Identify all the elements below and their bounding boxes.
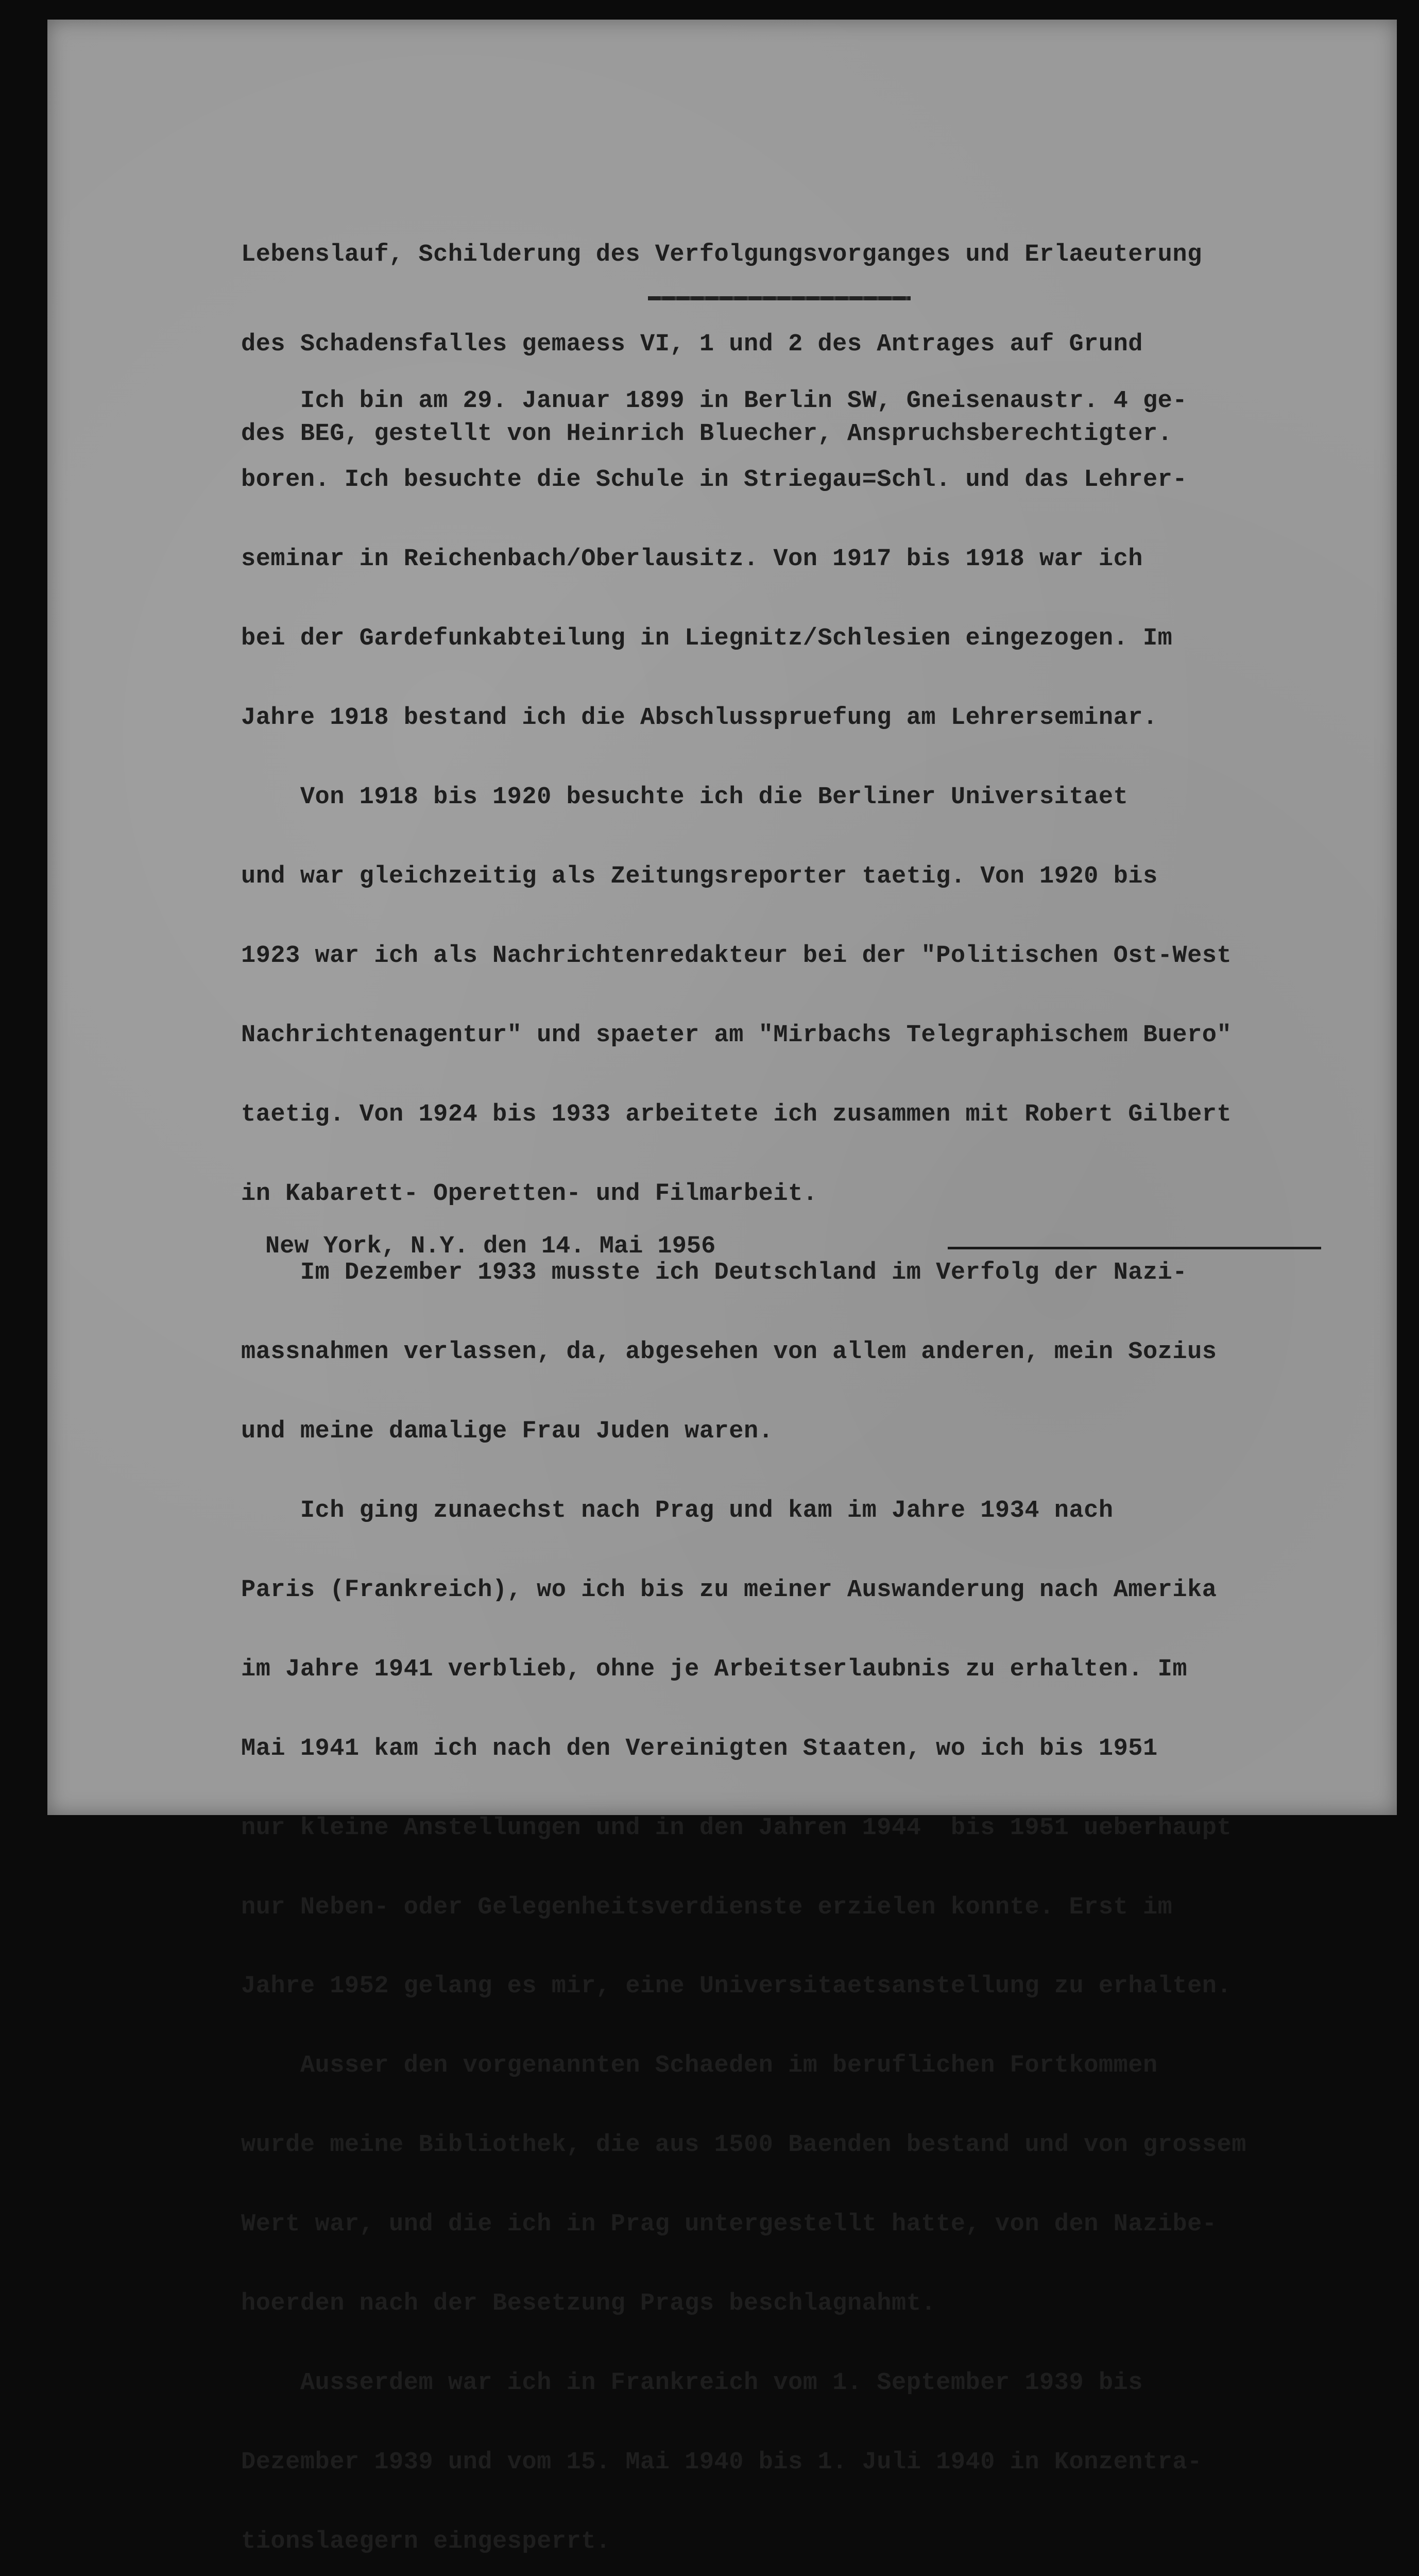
heading-line: des BEG, gestellt von Heinrich Bluecher, Anspruchsberechtigter. bbox=[241, 420, 1173, 448]
body-line: nur Neben- oder Gelegenheitsverdienste erzielen konnte. Erst im bbox=[241, 1893, 1173, 1921]
body-line: boren. Ich besuchte die Schule in Striegau=Schl. und das Lehrer- bbox=[241, 466, 1188, 494]
body-line: Im Dezember 1933 musste ich Deutschland im Verfolg der Nazi- bbox=[241, 1259, 1188, 1287]
body-line: bei der Gardefunkabteilung in Liegnitz/Schlesien eingezogen. Im bbox=[241, 625, 1173, 653]
body-line: Ausser den vorgenannten Schaeden im beruflichen Fortkommen bbox=[241, 2052, 1158, 2080]
body-line: nur kleine Anstellungen und in den Jahren 1944 bis 1951 ueberhaupt bbox=[241, 1814, 1232, 1842]
heading-divider bbox=[648, 296, 911, 300]
body-line: Mai 1941 kam ich nach den Vereinigten Staaten, wo ich bis 1951 bbox=[241, 1735, 1158, 1762]
body-line: Ausserdem war ich in Frankreich vom 1. September 1939 bis bbox=[241, 2369, 1143, 2397]
body-line: und war gleichzeitig als Zeitungsreporter taetig. Von 1920 bis bbox=[241, 862, 1158, 890]
heading-line: des Schadensfalles gemaess VI, 1 und 2 des Antrages auf Grund bbox=[241, 331, 1143, 358]
signature-line bbox=[948, 1247, 1321, 1249]
body-line: Jahre 1952 gelang es mir, eine Universitaetsanstellung zu erhalten. bbox=[241, 1973, 1232, 2001]
body-line: tionslaegern eingesperrt. bbox=[241, 2528, 611, 2555]
heading-line: Lebenslauf, Schilderung des Verfolgungsvorganges und Erlaeuterung bbox=[241, 241, 1202, 268]
body-line: wurde meine Bibliothek, die aus 1500 Baenden bestand und von grossem bbox=[241, 2131, 1246, 2159]
body-line: in Kabarett- Operetten- und Filmarbeit. bbox=[241, 1180, 818, 1208]
body-line: Jahre 1918 bestand ich die Abschlusspruefung am Lehrerseminar. bbox=[241, 704, 1158, 732]
body-line: Ich bin am 29. Januar 1899 in Berlin SW, Gneisenaustr. 4 ge- bbox=[241, 387, 1188, 415]
body-line: Nachrichtenagentur" und spaeter am "Mirbachs Telegraphischem Buero" bbox=[241, 1021, 1232, 1049]
body-line: taetig. Von 1924 bis 1933 arbeitete ich zusammen mit Robert Gilbert bbox=[241, 1100, 1232, 1128]
body-line: Paris (Frankreich), wo ich bis zu meiner Auswanderung nach Amerika bbox=[241, 1576, 1217, 1604]
body-line: im Jahre 1941 verblieb, ohne je Arbeitserlaubnis zu erhalten. Im bbox=[241, 1655, 1188, 1683]
body-line: Ich ging zunaechst nach Prag und kam im Jahre 1934 nach bbox=[241, 1497, 1114, 1525]
body-line: Wert war, und die ich in Prag untergestellt hatte, von den Nazibe- bbox=[241, 2211, 1217, 2239]
body-line: Dezember 1939 und vom 15. Mai 1940 bis 1. Juli 1940 in Konzentra- bbox=[241, 2448, 1202, 2476]
body-line: Von 1918 bis 1920 besuchte ich die Berliner Universitaet bbox=[241, 784, 1129, 811]
body-line: massnahmen verlassen, da, abgesehen von allem anderen, mein Sozius bbox=[241, 1338, 1217, 1366]
body-line: und meine damalige Frau Juden waren. bbox=[241, 1418, 774, 1446]
body-line: 1923 war ich als Nachrichtenredakteur bei der "Politischen Ost-West bbox=[241, 942, 1232, 970]
body-line: hoerden nach der Besetzung Prags beschlagnahmt. bbox=[241, 2290, 936, 2317]
document-body bbox=[241, 335, 1374, 2576]
place-and-date: New York, N.Y. den 14. Mai 1956 bbox=[265, 1233, 716, 1260]
body-line: seminar in Reichenbach/Oberlausitz. Von 1917 bis 1918 war ich bbox=[241, 546, 1143, 573]
